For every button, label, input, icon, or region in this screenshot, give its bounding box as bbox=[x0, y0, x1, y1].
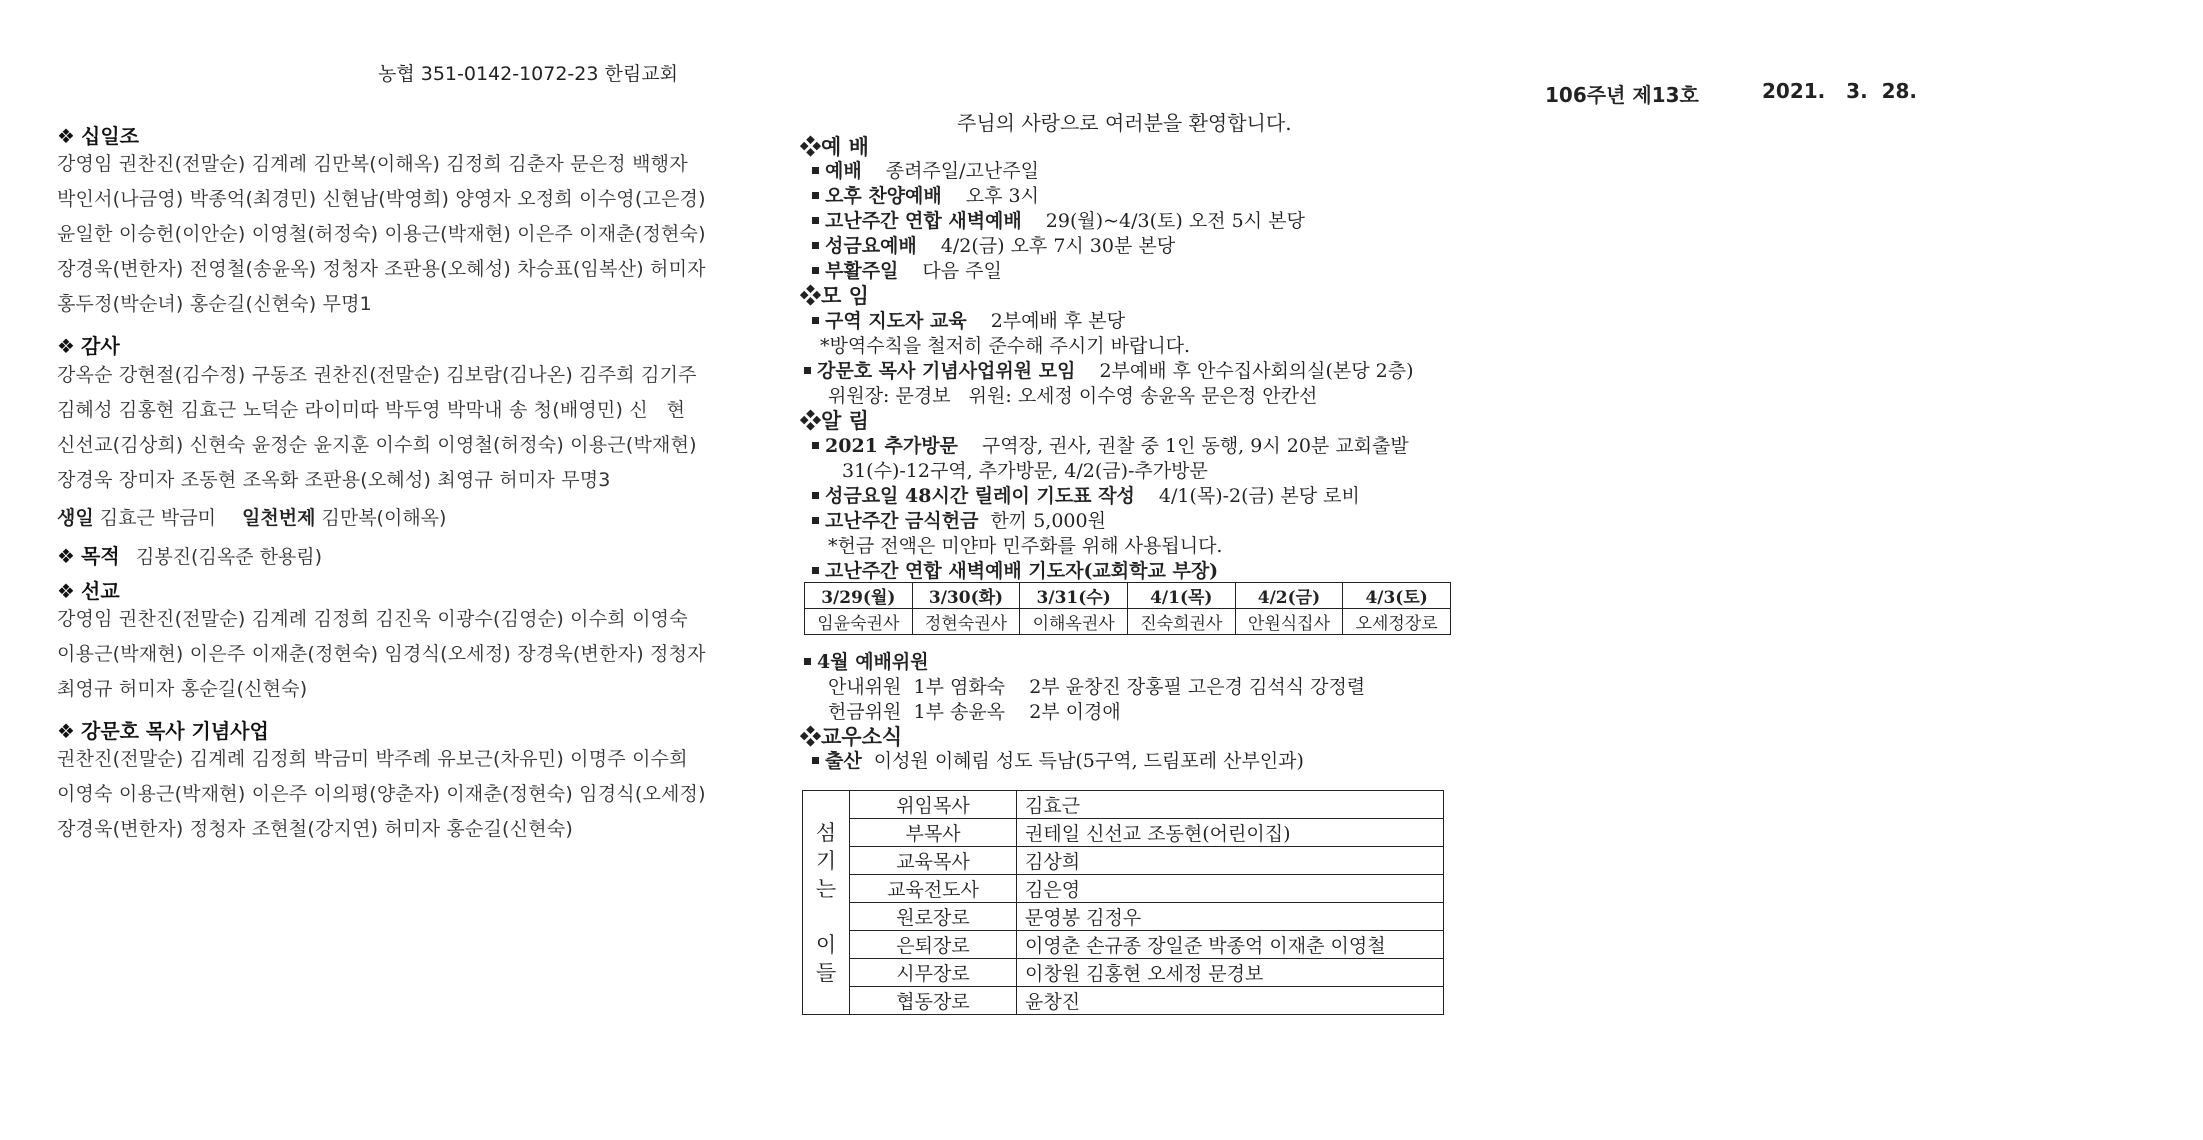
purpose-row: ❖ 목적 김봉진(김옥준 한용림) bbox=[57, 544, 323, 568]
names-cell: 김효근 bbox=[1017, 791, 1444, 819]
firstday-names: 김만복(이해옥) bbox=[321, 507, 447, 529]
mission-heading: ❖ 선교 bbox=[57, 579, 120, 603]
name-line: 강옥순 강현절(김수정) 구동조 권찬진(전말순) 김보람(김나온) 김주희 김기주 bbox=[57, 364, 697, 386]
issue-number: 106주년 제13호 bbox=[1545, 83, 1699, 107]
notice-visit-line2: 31(수)-12구역, 추가방문, 4/2(금)-추가방문 bbox=[842, 460, 1208, 482]
side-char: 기 bbox=[815, 848, 837, 873]
name-line: 홍두정(박순녀) 홍순길(신현숙) 무명1 bbox=[57, 293, 372, 315]
memorial-names bbox=[57, 742, 706, 847]
news-heading: ❖교우소식 bbox=[800, 724, 903, 749]
worship-item: 오후 찬양예배 오후 3시 bbox=[800, 181, 1039, 208]
role-cell: 협동장로 bbox=[850, 987, 1017, 1015]
names-cell: 윤창진 bbox=[1017, 987, 1444, 1015]
welcome-text: 주님의 사랑으로 여러분을 환영합니다. bbox=[957, 111, 1292, 135]
birthday-names: 김효근 박금미 bbox=[99, 507, 216, 529]
worship-item: 고난주간 연합 새벽예배 29(월)~4/3(토) 오전 5시 본당 bbox=[800, 206, 1305, 233]
table-cell: 안원식집사 bbox=[1235, 609, 1343, 635]
side-char bbox=[803, 903, 849, 931]
memorial-heading: ❖ 강문호 목사 기념사업 bbox=[57, 719, 269, 743]
table-cell: 4/3(토) bbox=[1343, 583, 1451, 609]
table-row bbox=[805, 583, 1451, 609]
table-cell: 오세정장로 bbox=[1343, 609, 1451, 635]
notice-item: 성금요일 48시간 릴레이 기도표 작성 4/1(목)-2(금) 본당 로비 bbox=[800, 481, 1360, 508]
notice-fast-note: *헌금 전액은 미얀마 민주화를 위해 사용됩니다. bbox=[828, 535, 1223, 557]
thanks-names bbox=[57, 358, 697, 498]
names-cell: 문영봉 김정우 bbox=[1017, 903, 1444, 931]
table-cell: 정현숙권사 bbox=[912, 609, 1020, 635]
role-cell: 위임목사 bbox=[850, 791, 1017, 819]
square-bullet-icon bbox=[812, 167, 819, 174]
diamond-bullet-icon: ❖ bbox=[57, 579, 75, 603]
role-cell: 교육전도사 bbox=[850, 875, 1017, 903]
firstday-label: 일천번제 bbox=[242, 507, 316, 529]
notice-item: 4월 예배위원 bbox=[800, 647, 929, 674]
notice-item: 고난주간 금식헌금 한끼 5,000원 bbox=[800, 506, 1106, 533]
diamond-bullet-icon: ❖ bbox=[57, 124, 75, 148]
mission-names bbox=[57, 602, 706, 707]
names-cell: 김상희 bbox=[1017, 847, 1444, 875]
table-cell: 4/1(목) bbox=[1127, 583, 1235, 609]
role-cell: 은퇴장로 bbox=[850, 931, 1017, 959]
name-line: 장경욱(변한자) 정청자 조현철(강지연) 허미자 홍순길(신현숙) bbox=[57, 818, 573, 840]
worship-heading: ❖예 배 bbox=[800, 134, 869, 159]
diamond-bullet-icon: ❖ bbox=[800, 283, 821, 308]
square-bullet-icon bbox=[804, 367, 811, 374]
diamond-bullet-icon: ❖ bbox=[57, 544, 75, 568]
side-char: 는 bbox=[815, 876, 837, 901]
meeting-item: 구역 지도자 교육 2부예배 후 본당 bbox=[800, 306, 1125, 333]
worship-item: 성금요예배 4/2(금) 오후 7시 30분 본당 bbox=[800, 231, 1175, 258]
name-line: 최영규 허미자 홍순길(신현숙) bbox=[57, 678, 308, 700]
name-line: 김혜성 김홍현 김효근 노덕순 라이미따 박두영 박막내 송 청(배영민) 신 현 bbox=[57, 399, 686, 421]
table-row bbox=[803, 903, 1444, 931]
notice-heading: ❖알 림 bbox=[800, 408, 869, 433]
name-line: 강영임 권찬진(전말순) 김계례 김정희 김진욱 이광수(김영순) 이수희 이영숙 bbox=[57, 608, 688, 630]
square-bullet-icon bbox=[804, 658, 811, 665]
diamond-bullet-icon: ❖ bbox=[57, 719, 75, 743]
role-cell: 시무장로 bbox=[850, 959, 1017, 987]
birthday-row bbox=[57, 503, 446, 530]
names-cell: 권테일 신선교 조동현(어린이집) bbox=[1017, 819, 1444, 847]
table-row bbox=[803, 819, 1444, 847]
square-bullet-icon bbox=[812, 492, 819, 499]
role-cell: 부목사 bbox=[850, 819, 1017, 847]
square-bullet-icon bbox=[812, 567, 819, 574]
name-line: 박인서(나금영) 박종억(최경민) 신현남(박영희) 양영자 오정희 이수영(고은경) bbox=[57, 188, 706, 210]
side-char: 섬 bbox=[815, 820, 837, 845]
staff-table bbox=[802, 790, 1444, 1015]
square-bullet-icon bbox=[812, 757, 819, 764]
square-bullet-icon bbox=[812, 517, 819, 524]
side-char: 들 bbox=[815, 960, 837, 985]
prayer-schedule-table bbox=[804, 582, 1451, 635]
table-cell: 임윤숙권사 bbox=[805, 609, 913, 635]
bank-account: 농협 351-0142-1072-23 한림교회 bbox=[378, 63, 678, 85]
square-bullet-icon bbox=[812, 267, 819, 274]
table-row bbox=[803, 987, 1444, 1015]
names-cell: 김은영 bbox=[1017, 875, 1444, 903]
worship-item: 예배 종려주일/고난주일 bbox=[800, 156, 1039, 183]
square-bullet-icon bbox=[812, 317, 819, 324]
table-cell: 3/29(월) bbox=[805, 583, 913, 609]
role-cell: 교육목사 bbox=[850, 847, 1017, 875]
names-cell: 이창원 김홍현 오세정 문경보 bbox=[1017, 959, 1444, 987]
name-line: 이용근(박재현) 이은주 이재춘(정현숙) 임경식(오세정) 장경욱(변한자) 정청자 bbox=[57, 643, 706, 665]
table-row bbox=[803, 847, 1444, 875]
role-cell: 원로장로 bbox=[850, 903, 1017, 931]
name-line: 이영숙 이용근(박재현) 이은주 이의평(양춘자) 이재춘(정현숙) 임경식(오세정) bbox=[57, 783, 706, 805]
table-row bbox=[803, 931, 1444, 959]
table-cell: 이해옥권사 bbox=[1020, 609, 1128, 635]
square-bullet-icon bbox=[812, 192, 819, 199]
committee-line: 위원장: 문경보 위원: 오세정 이수영 송윤옥 문은정 안칸선 bbox=[828, 385, 1318, 407]
news-item: 출산 이성원 이혜림 성도 득남(5구역, 드림포레 산부인과) bbox=[800, 746, 1304, 773]
worship-item: 부활주일 다음 주일 bbox=[800, 256, 1002, 283]
table-row bbox=[803, 875, 1444, 903]
side-char: 이 bbox=[815, 932, 837, 957]
notice-item: 2021 추가방문 구역장, 권사, 권찰 중 1인 동행, 9시 20분 교회출발 bbox=[800, 431, 1409, 458]
square-bullet-icon bbox=[812, 442, 819, 449]
april-usher-line: 안내위원 1부 염화숙 2부 윤창진 장홍필 고은경 김석식 강정렬 bbox=[828, 676, 1366, 698]
table-cell: 3/31(수) bbox=[1020, 583, 1128, 609]
name-line: 장경욱(변한자) 전영철(송윤옥) 정청자 조판용(오혜성) 차승표(임복산) 허미자 bbox=[57, 258, 706, 280]
tithe-heading: ❖ 십일조 bbox=[57, 124, 139, 148]
square-bullet-icon bbox=[812, 217, 819, 224]
meeting-heading: ❖모 임 bbox=[800, 283, 869, 308]
table-row bbox=[805, 609, 1451, 635]
diamond-bullet-icon: ❖ bbox=[800, 408, 821, 433]
name-line: 윤일한 이승헌(이안순) 이영철(허정숙) 이용근(박재현) 이은주 이재춘(정현숙) bbox=[57, 223, 706, 245]
diamond-bullet-icon: ❖ bbox=[800, 134, 821, 159]
table-row bbox=[803, 791, 1444, 819]
square-bullet-icon bbox=[812, 242, 819, 249]
names-cell: 이영춘 손규종 장일준 박종억 이재춘 이영철 bbox=[1017, 931, 1444, 959]
diamond-bullet-icon: ❖ bbox=[57, 334, 75, 358]
table-cell: 3/30(화) bbox=[912, 583, 1020, 609]
notice-item: 고난주간 연합 새벽예배 기도자(교회학교 부장) bbox=[800, 556, 1218, 583]
table-row bbox=[803, 959, 1444, 987]
diamond-bullet-icon: ❖ bbox=[800, 724, 821, 749]
side-label bbox=[803, 791, 850, 1015]
name-line: 신선교(김상희) 신현숙 윤정순 윤지훈 이수희 이영철(허정숙) 이용근(박재현) bbox=[57, 434, 697, 456]
name-line: 강영임 권찬진(전말순) 김계례 김만복(이해옥) 김정희 김춘자 문은정 백행자 bbox=[57, 153, 688, 175]
issue-date: 2021. 3. 28. bbox=[1762, 79, 1918, 103]
tithe-names bbox=[57, 147, 706, 322]
table-cell: 진숙희권사 bbox=[1127, 609, 1235, 635]
meeting-item: 강문호 목사 기념사업위원 모임 2부예배 후 안수집사회의실(본당 2층) bbox=[800, 356, 1414, 383]
name-line: 장경욱 장미자 조동현 조옥화 조판용(오혜성) 최영규 허미자 무명3 bbox=[57, 469, 611, 491]
thanks-heading: ❖ 감사 bbox=[57, 334, 120, 358]
meeting-note: *방역수칙을 철저히 준수해 주시기 바랍니다. bbox=[820, 335, 1191, 357]
name-line: 권찬진(전말순) 김계례 김정희 박금미 박주례 유보근(차유민) 이명주 이수희 bbox=[57, 748, 688, 770]
table-cell: 4/2(금) bbox=[1235, 583, 1343, 609]
birthday-label: 생일 bbox=[57, 507, 94, 529]
april-offering-line: 헌금위원 1부 송윤옥 2부 이경애 bbox=[828, 701, 1121, 723]
